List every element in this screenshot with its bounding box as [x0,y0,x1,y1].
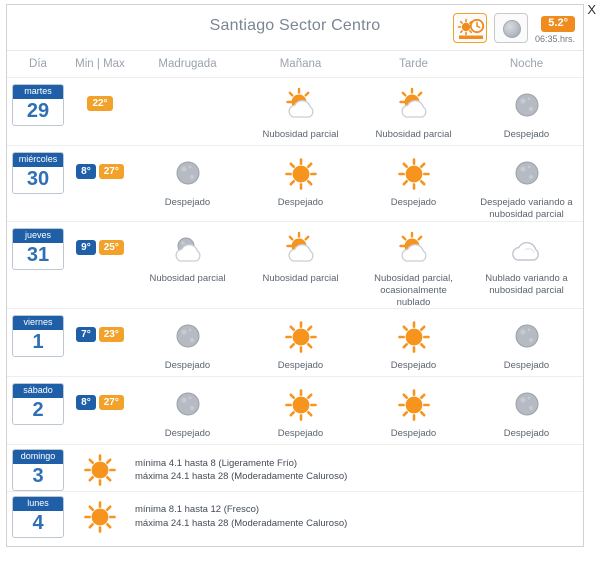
day-cell[interactable] [7,84,69,126]
moon-icon [166,317,210,357]
max-temp-badge: 22° [87,96,112,111]
table-row [7,145,583,221]
day-cell[interactable] [7,152,69,194]
period-cell-noche [470,152,583,221]
table-footer-space [7,538,583,564]
min-temp-badge: 8° [76,164,96,179]
period-cell-manana [244,152,357,209]
summary-icon-cell [69,497,131,537]
max-temp-badge: 23° [99,327,124,342]
day-cell[interactable] [7,228,69,270]
period-cell-noche [470,315,583,372]
minmax-cell [69,315,131,342]
window-frame [6,4,584,547]
moon-icon [166,154,210,194]
day-box [12,228,64,270]
close-button[interactable]: X [587,2,596,17]
day-box [12,152,64,194]
column-headers [7,51,583,77]
minmax-cell [69,152,131,179]
day-cell[interactable] [7,383,69,425]
table-row [7,77,583,145]
summary-text-cell [131,503,347,531]
current-temperature: 5.2° [541,16,575,32]
period-cell-madrugada [131,383,244,440]
period-cell-tarde [357,315,470,372]
day-number: 3 [32,465,44,488]
max-temp-badge: 27° [99,395,124,410]
min-temp-badge: 9° [76,240,96,255]
sun-icon [279,154,323,194]
moon-cloud-icon [166,230,210,270]
column-header-manana: Mañana [279,58,322,70]
day-cell[interactable] [7,315,69,357]
period-caption: Despejado [503,360,550,372]
moon-glyph [503,20,521,38]
moon-icon [505,317,549,357]
day-name: martes [13,85,63,99]
page-title: Santiago Sector Centro [209,17,381,34]
period-caption: Despejado [277,197,324,208]
period-cell-madrugada [131,228,244,285]
summary-max-text: máxima 24.1 hasta 28 (Moderadamente Caluroso) [135,471,348,483]
period-cell-tarde [357,383,470,440]
moon-icon [166,385,210,425]
day-cell[interactable] [7,496,69,538]
period-cell-noche [470,84,583,141]
period-caption: Nubosidad parcial, ocasionalmente nublado [374,272,453,308]
min-temp-badge: 8° [76,395,96,410]
sun-icon [279,385,323,425]
day-number: 31 [26,243,50,266]
table-row [7,221,583,309]
period-caption: Despejado [503,428,550,440]
period-caption: Despejado variando a nubosidad parcial [480,197,573,220]
period-caption: Nubosidad parcial [375,129,452,140]
summary-min-text: mínima 4.1 hasta 8 (Ligeramente Frío) [135,457,298,469]
max-temp-badge: 25° [99,240,124,255]
minmax-cell [69,383,131,410]
day-box [12,84,64,126]
period-cell-manana [244,228,357,285]
moon-icon [505,154,549,194]
day-number: 4 [32,512,44,535]
period-caption: Nubosidad parcial [262,129,339,140]
sun-icon [279,317,323,357]
column-header-noche: Noche [509,58,544,70]
period-cell-manana [244,315,357,372]
partly-cloudy-icon [392,86,436,126]
sun-clock-icon[interactable] [453,13,487,43]
table-row [7,444,583,491]
period-cell-madrugada [131,315,244,372]
summary-text-cell [131,457,347,485]
day-cell[interactable] [7,449,69,491]
cloud-icon [505,230,549,270]
day-number: 2 [32,399,44,422]
header-icon-group [453,13,575,44]
period-caption: Despejado [390,197,437,208]
day-name: jueves [13,229,63,243]
day-name: domingo [13,450,63,464]
summary-min-text: mínima 8.1 hasta 12 (Fresco) [135,504,260,516]
sun-icon [78,497,122,537]
day-box [12,496,64,538]
period-caption: Nubosidad parcial [149,272,226,284]
period-caption: Despejado [390,360,437,372]
day-box [12,315,64,357]
period-cell-madrugada [131,84,244,89]
period-cell-madrugada [131,152,244,209]
min-temp-badge: 7° [76,327,96,342]
period-caption: Despejado [164,360,211,372]
period-cell-manana [244,84,357,141]
day-number: 30 [26,167,50,190]
period-cell-tarde [357,228,470,309]
period-caption: Despejado [277,428,324,440]
period-cell-noche [470,228,583,297]
current-time: 06:35.hrs. [534,33,575,44]
column-header-madrugada: Madrugada [158,58,217,70]
period-caption: Despejado [503,129,550,140]
period-caption: Despejado [164,197,211,208]
day-number: 1 [32,331,44,354]
max-temp-badge: 27° [99,164,124,179]
summary-icon-cell [69,450,131,490]
sun-icon [392,154,436,194]
column-header-minmax: Min | Max [75,58,125,70]
table-row [7,491,583,538]
day-name: viernes [13,316,63,330]
table-row [7,376,583,444]
partly-cloudy-icon [279,86,323,126]
day-box [12,383,64,425]
period-cell-tarde [357,152,470,209]
moon-icon [505,385,549,425]
summary-max-text: máxima 24.1 hasta 28 (Moderadamente Caluroso) [135,518,348,530]
table-row [7,308,583,376]
partly-cloudy-icon [279,230,323,270]
period-cell-manana [244,383,357,440]
day-number: 29 [26,99,50,122]
column-header-tarde: Tarde [399,58,428,70]
column-header-dia: Día [29,58,47,70]
period-cell-noche [470,383,583,440]
current-conditions [535,13,575,44]
moon-icon[interactable] [494,13,528,43]
sun-icon [78,450,122,490]
period-caption: Despejado [390,428,437,440]
day-name: lunes [13,497,63,511]
period-cell-tarde [357,84,470,141]
window-header [7,5,583,51]
sun-icon [392,385,436,425]
minmax-cell [69,84,131,111]
day-name: miércoles [13,153,63,167]
sun-clock-glyph [457,18,485,40]
period-caption: Despejado [164,428,211,440]
period-caption: Despejado [277,360,324,372]
moon-icon [505,86,549,126]
period-caption: Nublado variando a nubosidad parcial [485,272,568,296]
sun-icon [392,317,436,357]
minmax-cell [69,228,131,255]
day-name: sábado [13,384,63,398]
partly-cloudy-icon [392,230,436,270]
day-box [12,449,64,491]
period-caption: Nubosidad parcial [262,272,339,284]
